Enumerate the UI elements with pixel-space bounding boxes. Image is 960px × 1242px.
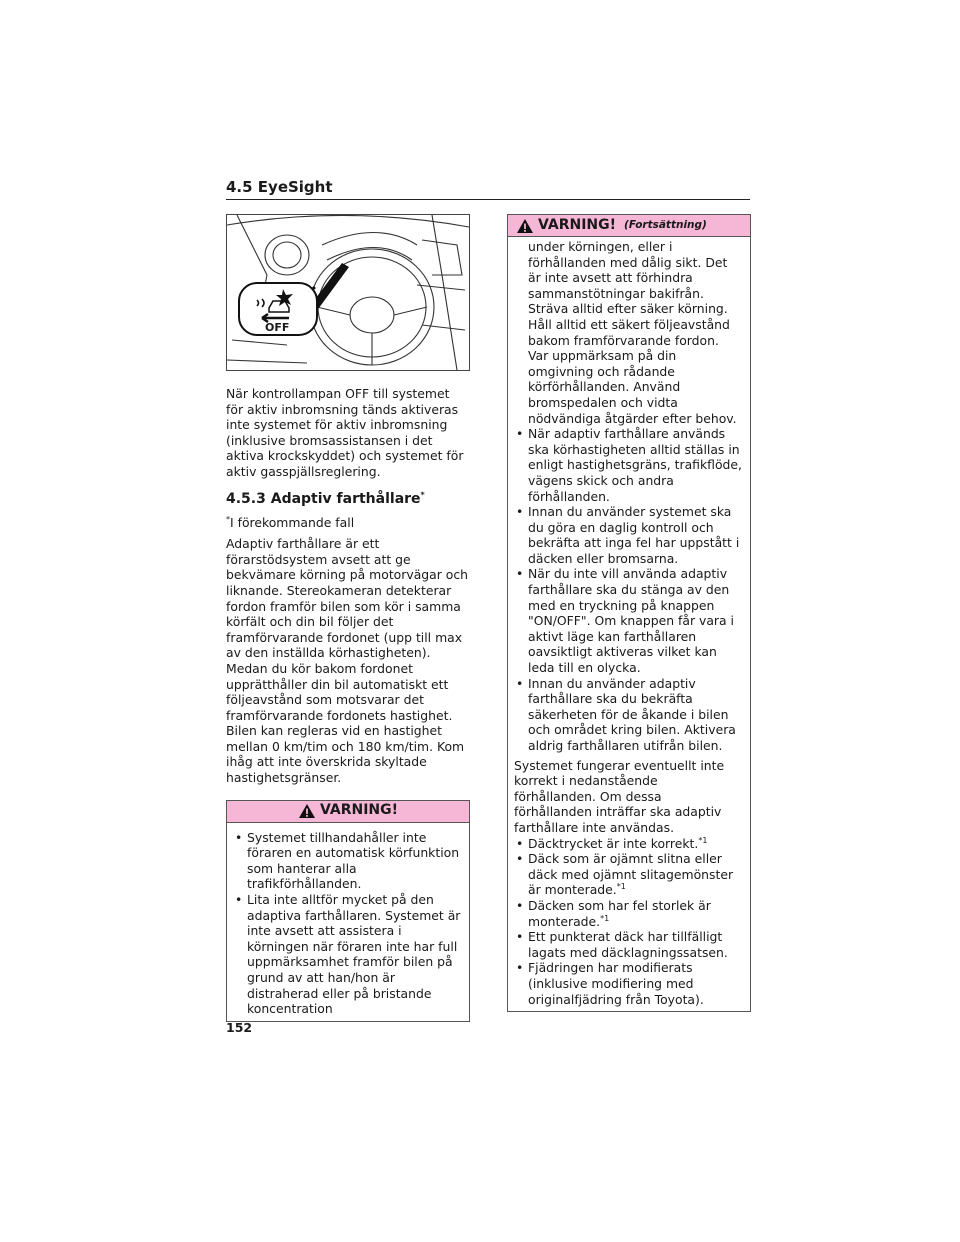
warning-item: • Innan du använder adaptiv farthållare ska du bekräfta säkerheten för de åkande i bilen och området kring bilen. Aktivera aldrig farthållaren utifrån bilen. [514,676,742,754]
section-header: 4.5 EyeSight [226,178,750,200]
warning-triangle-icon [298,803,316,819]
condition-footnote-mark: *1 [600,913,610,923]
warning-item: • Systemet tillhandahåller inte föraren en automatisk körfunktion som hanterar alla trafikförhållanden. [233,830,461,892]
condition-item [514,898,742,929]
warning-box [226,800,470,1022]
footnote-mark: * [226,514,230,524]
conditions-paragraph: Systemet fungerar eventuellt inte korrekt i nedanstående förhållanden. Om dessa förhållanden inträffar ska adaptiv farthållare inte användas. [514,757,725,835]
warning-continued-header [508,215,750,237]
intro-paragraph: När kontrollampan OFF till systemet för aktiv inbromsning tänds aktiveras inte systemet för aktiv inbromsning (inklusive bromsassistansen i det aktiva krockskyddet) och systemet för aktiv gasspjällsreglering. [226,386,464,479]
warning-continued-list [514,426,742,753]
left-column [226,214,470,1022]
condition-text: Däcktrycket är inte korrekt. [528,835,699,851]
warning-item: • Lita inte alltför mycket på den adaptiva farthållaren. Systemet är inte avsett att assistera i körningen när föraren inte har full uppmärksamhet framför bilen på grund av att han/hon är distraherad eller på bristande koncentration [233,892,461,1017]
condition-text: Däck som är ojämnt slitna eller däck med ojämnt slitagemönster är monterade. [528,851,734,898]
page-number: 152 [226,1020,253,1035]
warning-item: • När adaptiv farthållare används ska körhastigheten alltid ställas in enligt hastighetsgräns, trafikflöde, vägens skick och andra förhållanden. [514,426,742,504]
section-heading [226,490,470,508]
warning-continued-subtitle: (Fortsättning) [624,218,707,231]
warning-continued-box [507,214,751,1012]
condition-item [514,836,742,852]
footnote [226,515,470,531]
condition-footnote-mark: *1 [616,882,626,892]
condition-text: Fjädringen har modifierats (inklusive modifiering med originalfjädring från Toyota). [528,960,704,1007]
condition-text: Ett punkterat däck har tillfälligt lagats med däcklagningssatsen. [528,929,728,960]
warning-item: • När du inte vill använda adaptiv farthållare ska du stänga av den med en tryckning på knappen "ON/OFF". Om knappen får vara i aktivt läge kan farthållaren oavsiktligt aktiveras vilket kan leda till en olycka. [514,566,742,675]
conditions-list [514,836,742,1008]
warning-continuation-text: under körningen, eller i förhållanden med dålig sikt. Det är inte avsett att förhindra sammanstötningar bakifrån. Sträva alltid efter säker körning. Håll alltid ett säkert följeavstånd bakom framförvarande fordon. Var uppmärksam på din omgivning och rådande körförhållanden. Använd bromspedalen och vidta nödvändiga åtgärder efter behov. [528,239,737,426]
warning-continued-body [508,237,750,1011]
warning-continued-title: VARNING! [538,216,617,233]
condition-footnote-mark: *1 [698,835,708,845]
warning-list [233,830,461,1017]
condition-text: Däcken som har fel storlek är monterade. [528,897,711,929]
warning-header [227,801,469,823]
warning-item: • Innan du använder systemet ska du göra en daglig kontroll och bekräfta att inga fel har uppstått i däcken eller bromsarna. [514,504,742,566]
dashboard-figure [226,214,470,371]
condition-item [514,929,742,960]
condition-item [514,960,742,1007]
right-column [507,214,751,1012]
footnote-text: I förekommande fall [230,514,355,530]
section-heading-text: 4.5.3 Adaptiv farthållare [226,490,421,507]
warning-title: VARNING! [319,802,399,819]
off-indicator-label: OFF [265,321,290,334]
warning-triangle-icon [516,218,534,234]
condition-item [514,851,742,898]
warning-body [227,823,469,1021]
section-heading-mark: * [420,489,425,499]
dashboard-illustration [227,215,469,370]
body-paragraph: Adaptiv farthållare är ett förarstödsystem avsett att ge bekvämare körning på motorvägar och liknande. Stereokameran detekterar fordon framför bilen som kör i samma körfält och din bil följer det framförvarande fordonet (upp till max av den inställda körhastigheten). Medan du kör bakom fordonet upprätthåller din bil automatiskt ett följeavstånd som motsvarar det framförvarande fordonets hastighet. Bilen kan regleras vid en hastighet mellan 0 km/tim och 180 km/tim. Kom ihåg att inte överskrida skyltade hastighetsgränser. [226,536,469,786]
